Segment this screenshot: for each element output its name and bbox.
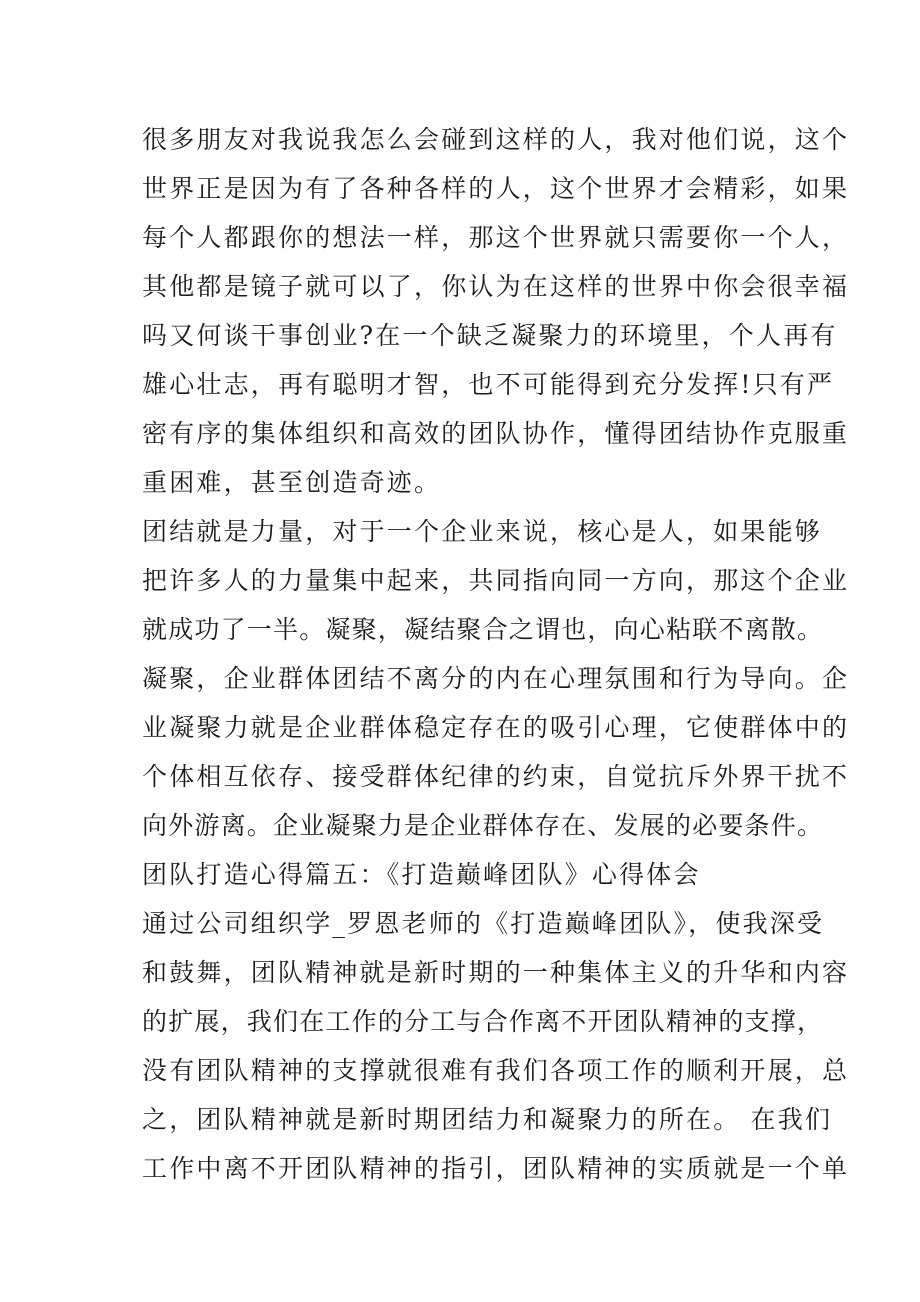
text-line: 工作中离不开团队精神的指引，团队精神的实质就是一个单	[142, 1154, 850, 1183]
text-line: 世界正是因为有了各种各样的人，这个世界才会精彩，如果	[142, 174, 850, 203]
text-line: 就成功了一半。凝聚，凝结聚合之谓也，向心粘联不离散。	[142, 615, 824, 644]
text-line: 每个人都跟你的想法一样，那这个世界就只需要你一个人，	[142, 223, 850, 252]
text-line: 之，团队精神就是新时期团结力和凝聚力的所在。 在我们	[142, 1105, 833, 1134]
text-line: 很多朋友对我说我怎么会碰到这样的人，我对他们说，这个	[142, 125, 850, 154]
text-line: 凝聚，企业群体团结不离分的内在心理氛围和行为导向。企	[142, 664, 850, 693]
text-line: 的扩展，我们在工作的分工与合作离不开团队精神的支撑，	[142, 1007, 824, 1036]
text-line: 个体相互依存、接受群体纪律的约束，自觉抗斥外界干扰不	[142, 762, 850, 791]
section-heading: 团队打造心得篇五：《打造巅峰团队》心得体会	[142, 860, 701, 889]
text-line: 团结就是力量，对于一个企业来说，核心是人，如果能够	[142, 517, 823, 546]
text-line: 雄心壮志，再有聪明才智，也不可能得到充分发挥!只有严	[142, 370, 835, 399]
text-line: 没有团队精神的支撑就很难有我们各项工作的顺利开展，总	[142, 1056, 850, 1085]
text-line: 其他都是镜子就可以了，你认为在这样的世界中你会很幸福	[142, 272, 850, 301]
text-line: 重困难，甚至创造奇迹。	[142, 468, 442, 497]
text-line: 把许多人的力量集中起来，共同指向同一方向，那这个企业	[142, 566, 850, 595]
text-line: 业凝聚力就是企业群体稳定存在的吸引心理，它使群体中的	[142, 713, 850, 742]
text-line: 和鼓舞，团队精神就是新时期的一种集体主义的升华和内容	[142, 958, 850, 987]
text-line: 吗又何谈干事创业?在一个缺乏凝聚力的环境里，个人再有	[142, 321, 838, 350]
text-line: 向外游离。企业凝聚力是企业群体存在、发展的必要条件。	[142, 811, 824, 840]
text-line: 通过公司组织学_罗恩老师的《打造巅峰团队》，使我深受	[142, 909, 825, 938]
text-line: 密有序的集体组织和高效的团队协作，懂得团结协作克服重	[142, 419, 850, 448]
